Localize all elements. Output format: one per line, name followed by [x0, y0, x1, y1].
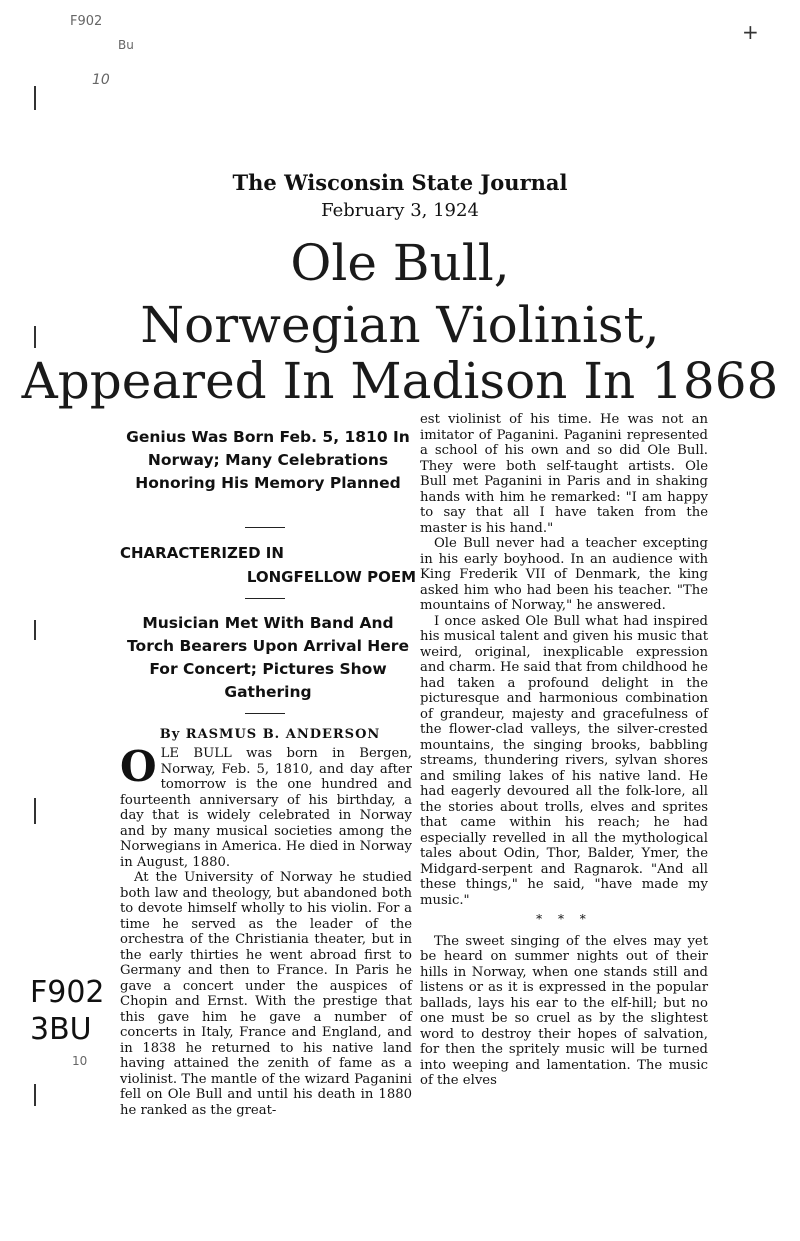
subheading-deck-2-line-2: LONGFELLOW POEM — [246, 568, 416, 586]
margin-tick — [34, 86, 36, 110]
divider — [245, 527, 285, 528]
margin-tick — [34, 620, 36, 640]
margin-note-top-left: F902 — [70, 14, 103, 29]
article-paragraph: est violinist of his time. He was not an imitator of Paganini. Paganini represented a school of his own and so did Ole Bull. They were both self-taught artists. Ole Bull met Paganini in Paris and in shaking hands with him he remarked: "I am happy to say that all I have taken from the master is his hand." — [420, 412, 708, 536]
margin-tick — [34, 1084, 36, 1106]
margin-mark-top-right: + — [742, 20, 759, 44]
section-break-stars: * * * — [536, 912, 592, 926]
article-column-right — [420, 412, 708, 1089]
margin-note-top-left-2: Bu — [118, 38, 134, 52]
drop-cap: O — [120, 742, 157, 791]
divider — [245, 713, 285, 714]
subheading-deck-2-line-1: CHARACTERIZED IN — [120, 544, 284, 562]
article-column-left — [120, 742, 412, 1118]
article-paragraph: LE BULL was born in Bergen, Norway, Feb. 5, 1810, and day after tomorrow is the one hundred and fourteenth anniversary of his birthday, a day that is widely celebrated in Norway and by many musical societies among the Norwegians in America. He died in Norway in August, 1880. — [120, 746, 412, 870]
margin-note-number: 10 — [92, 72, 110, 88]
byline: By RASMUS B. ANDERSON — [159, 727, 381, 742]
headline-line-1: Ole Bull, — [290, 234, 510, 292]
headline-line-3: Appeared In Madison In 1868 — [21, 352, 779, 410]
article-paragraph: Ole Bull never had a teacher excepting in his early boyhood. In an audience with King Frederik VII of Denmark, the king asked him who had been his teacher. "The mountains of Norway," he answered. — [420, 536, 708, 613]
article-paragraph: At the University of Norway he studied both law and theology, but abandoned both to devote himself wholly to his violin. For a time he served as the leader of the orchestra of the Christiania theater, but in the early thirties he went abroad first to Germany and then to France. In Paris he gave a concert under the auspices of Chopin and Ernst. With the prestige that this gave him he gave a number of concerts in Italy, France and England, and in 1838 he returned to his native land having attained the zenith of fame as a violinist. The mantle of the wizard Paganini fell on Ole Bull and until his death in 1880 he ranked as the great- — [120, 870, 412, 1118]
subheading-deck-3: Musician Met With Band And Torch Bearers Upon Arrival Here For Concert; Pictures Show Gathering — [127, 614, 409, 701]
publication-date: February 3, 1924 — [321, 200, 479, 221]
margin-tick — [34, 798, 36, 824]
divider — [245, 598, 285, 599]
handwritten-call-number-2: 3BU — [30, 1012, 92, 1047]
publication-name: The Wisconsin State Journal — [232, 170, 568, 195]
article-paragraph: I once asked Ole Bull what had inspired his musical talent and given his music that weird, original, inexplicable expression and charm. He said that from childhood he had taken a profound delight in the picturesque and harmonious combination of grandeur, majesty and gracefulness of the flower-clad valleys, the silver-crested mountains, the singing brooks, babbling streams, thundering rivers, sylvan shores and smiling lakes of his native land. He had eagerly devoured all the folk-lore, all the stories about trolls, elves and sprites that came within his reach; he had especially revelled in all the mythological tales about Odin, Thor, Balder, Ymer, the Midgard-serpent and Ragnarok. "And all these things," he said, "have made my music." — [420, 613, 708, 908]
subheading-deck-1: Genius Was Born Feb. 5, 1810 In Norway; Many Celebrations Honoring His Memory Planned — [126, 428, 410, 492]
article-paragraph: The sweet singing of the elves may yet be heard on summer nights out of their hills in Norway, when one stands still and listens or as it is expressed in the popular ballads, lays his ear to the elf-hill; but no one must be so cruel as by the slightest word to destroy their hopes of salvation, for then the spritely music will be turned into weeping and lamentation. The music of the elves — [420, 933, 708, 1088]
headline-line-2: Norwegian Violinist, — [140, 296, 660, 354]
handwritten-note: 10 — [72, 1054, 88, 1068]
handwritten-call-number: F902 — [30, 975, 105, 1010]
